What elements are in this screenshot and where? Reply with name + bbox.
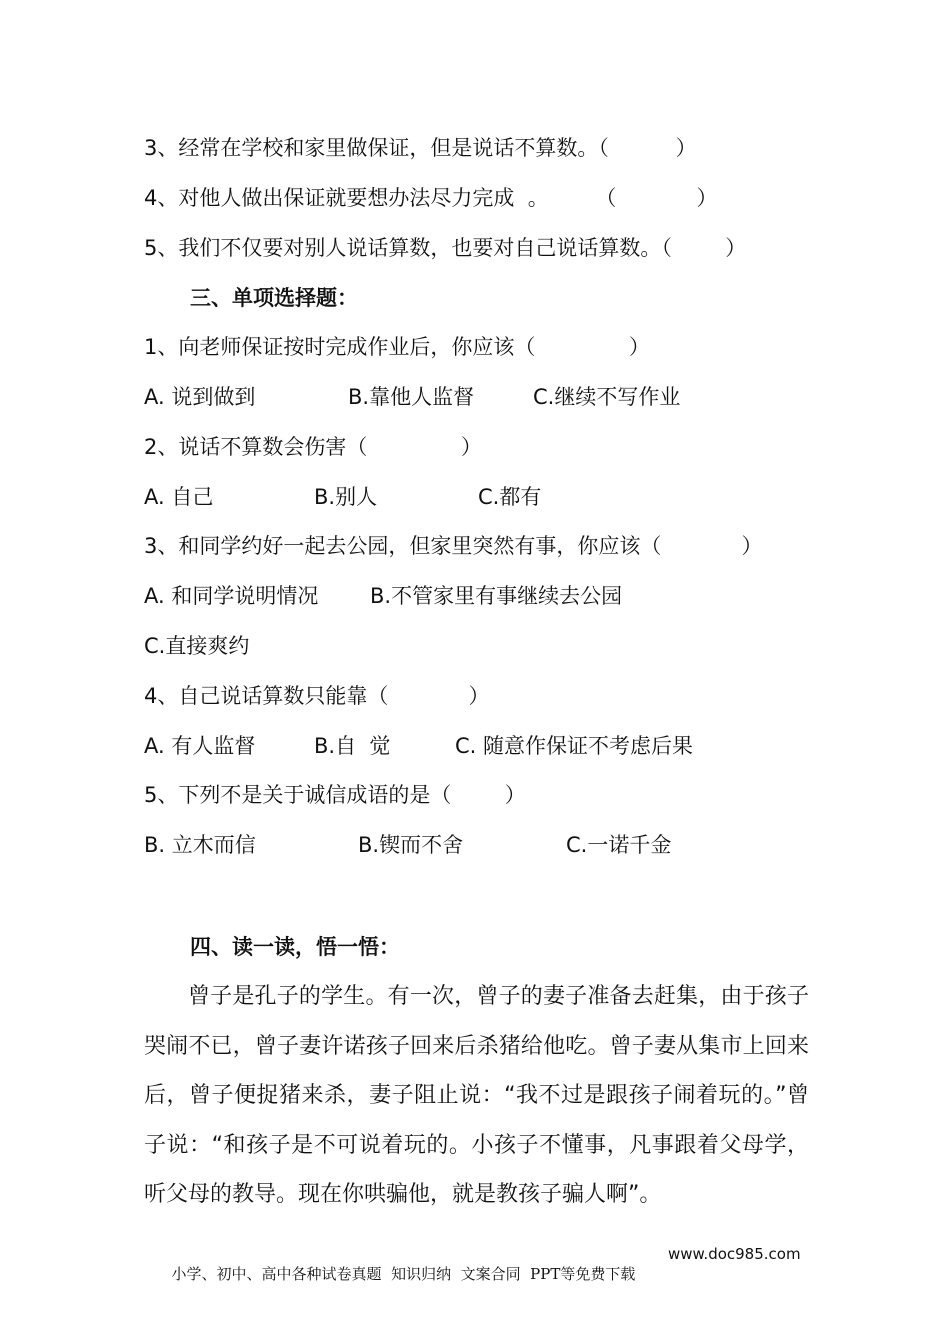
question-3-option-c: C.直接爽约 [144,634,250,658]
question-4: 4、自己说话算数只能靠（ ） [144,684,490,708]
judge-item-3: 3、经常在学校和家里做保证，但是说话不算数。（ ） [144,136,697,160]
question-1-option-c: C.继续不写作业 [533,385,681,409]
judge-item-5: 5、我们不仅要对别人说话算数，也要对自己说话算数。（ ） [144,236,747,260]
question-1-option-b: B.靠他人监督 [348,385,475,409]
judge-item-4: 4、对他人做出保证就要想办法尽力完成 。 （ ） [144,186,718,210]
question-5-option-a: B. 立木而信 [144,833,256,857]
question-1-option-a: A. 说到做到 [144,385,256,409]
question-4-option-a: A. 有人监督 [144,734,256,758]
footer [162,1244,801,1304]
section-4-title: 四、读一读，悟一悟： [190,935,400,959]
question-2: 2、说话不算数会伤害（ ） [144,435,482,459]
question-5-option-b: B.锲而不舍 [358,833,464,857]
question-5: 5、下列不是关于诚信成语的是（ ） [144,783,526,807]
question-2-option-c: C.都有 [478,485,542,509]
question-3: 3、和同学约好一起去公园，但家里突然有事，你应该（ ） [144,534,763,558]
question-2-option-b: B.别人 [314,485,378,509]
question-4-option-b: B.自 觉 [314,734,391,758]
footer-url[interactable]: www.doc985.com [668,1245,801,1263]
section-3-title: 三、单项选择题： [190,286,358,310]
question-3-option-a: A. 和同学说明情况 [144,584,319,608]
story-paragraph: 曾子是孔子的学生。有一次，曾子的妻子准备去赶集，由于孩子哭闹不已，曾子妻许诺孩子回来后杀猪给他吃。曾子妻从集市上回来后，曾子便捉猪来杀，妻子阻止说：“我不过是跟孩子闹着玩的。”曾子说：“和孩子是不可说着玩的。小孩子不懂事，凡事跟着父母学，听父母的教导。现在你哄骗他，就是教孩子骗人啊”。 [144,984,809,1207]
question-4-option-c: C. 随意作保证不考虑后果 [455,734,694,758]
question-2-option-a: A. 自己 [144,485,214,509]
question-3-option-b: B.不管家里有事继续去公园 [370,584,623,608]
footer-text: 小学、初中、高中各种试卷真题 知识归纳 文案合同 PPT等免费下载 [171,1265,636,1283]
question-1: 1、向老师保证按时完成作业后，你应该（ ） [144,335,650,359]
question-5-option-c: C.一诺千金 [566,833,672,857]
